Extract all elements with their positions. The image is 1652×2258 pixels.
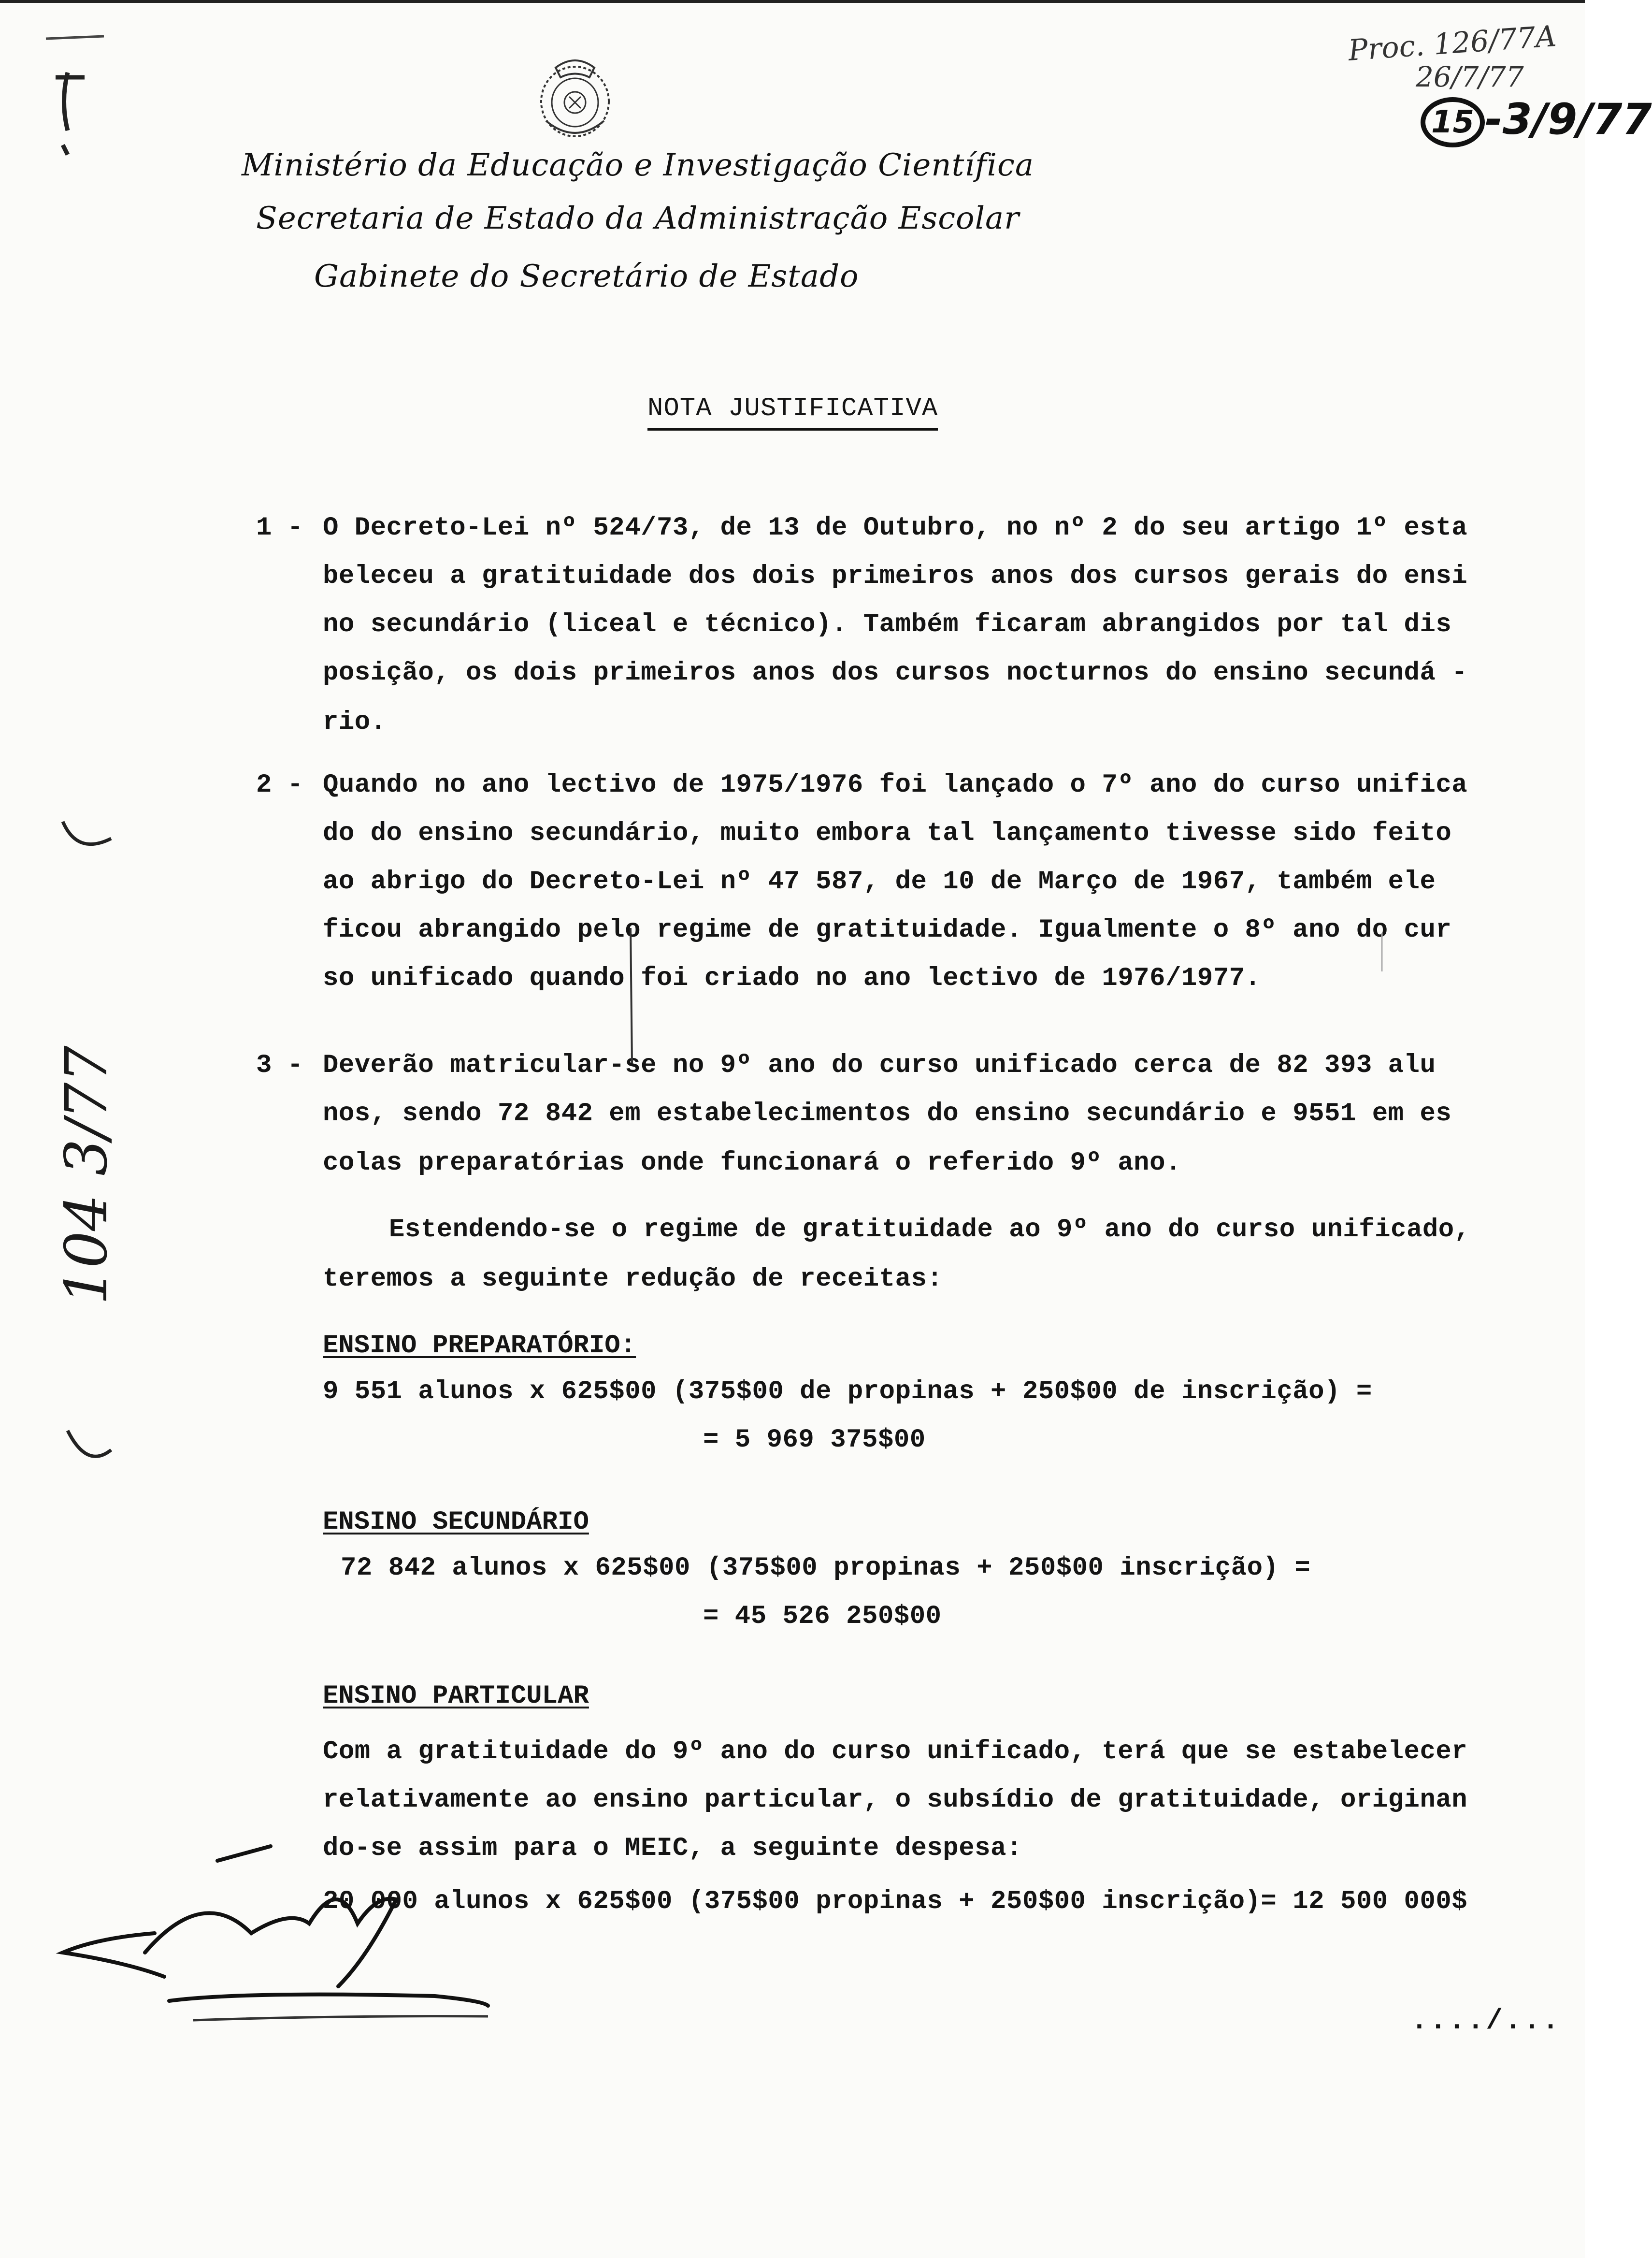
item-2-number: 2 - <box>256 770 303 800</box>
signature-mark <box>63 1846 488 2006</box>
circled-number: 15 <box>1421 97 1485 147</box>
particular-line-3: do-se assim para o MEIC, a seguinte despesa: <box>323 1834 1022 1863</box>
margin-dash-mark <box>46 36 104 39</box>
particular-line-4: 20 000 alunos x 625$00 (375$00 propinas + 250$00 inscrição)= 12 500 000$ <box>323 1887 1468 1916</box>
item-3-line-3: colas preparatórias onde funcionará o referido 9º ano. <box>323 1148 1181 1178</box>
section-heading-preparatorio: ENSINO PREPARATÓRIO: <box>323 1331 636 1361</box>
stray-vertical-stroke <box>631 928 632 1063</box>
handwritten-process-ref: Proc. 126/77A <box>1347 19 1558 68</box>
item-1-line-1: O Decreto-Lei nº 524/73, de 13 de Outubro, no nº 2 do seu artigo 1º esta <box>323 513 1468 543</box>
paragraph-line-2: teremos a seguinte redução de receitas: <box>323 1264 943 1294</box>
item-1-line-2: beleceu a gratituidade dos dois primeiros anos dos cursos gerais do ensi <box>323 562 1468 591</box>
margin-arc-top <box>63 822 111 844</box>
margin-cross-mark <box>56 72 85 155</box>
document-title: NOTA JUSTIFICATIVA <box>647 394 938 431</box>
item-2-line-5: so unificado quando foi criado no ano lectivo de 1976/1977. <box>323 964 1261 993</box>
margin-handwritten-number: 104 3/77 <box>53 1045 120 1305</box>
item-3-line-2: nos, sendo 72 842 em estabelecimentos do ensino secundário e 9551 em es <box>323 1099 1452 1129</box>
section-heading-secundario: ENSINO SECUNDÁRIO <box>323 1507 589 1537</box>
item-2-line-3: ao abrigo do Decreto-Lei nº 47 587, de 10 de Março de 1967, também ele <box>323 867 1436 897</box>
reference-suffix: -3/9/77 <box>1485 94 1652 144</box>
signature-underline <box>193 2016 488 2020</box>
letterhead-ministry: Ministério da Educação e Investigação Científica <box>242 147 1034 183</box>
section-heading-particular: ENSINO PARTICULAR <box>323 1681 589 1711</box>
item-1-line-4: posição, os dois primeiros anos dos cursos nocturnos do ensino secundá - <box>323 658 1468 688</box>
particular-line-2: relativamente ao ensino particular, o subsídio de gratituidade, originan <box>323 1785 1468 1815</box>
margin-arc-bottom <box>68 1431 111 1456</box>
item-1-line-5: rio. <box>323 708 387 737</box>
item-2-line-4: ficou abrangido pelo regime de gratituidade. Igualmente o 8º ano do cur <box>323 915 1452 945</box>
letterhead-secretariat: Secretaria de Estado da Administração Escolar <box>256 201 1020 236</box>
letterhead-cabinet: Gabinete do Secretário de Estado <box>314 259 859 294</box>
continuation-marker: ..../... <box>1411 2006 1561 2037</box>
preparatorio-calculation: 9 551 alunos x 625$00 (375$00 de propinas + 250$00 de inscrição) = <box>323 1377 1372 1406</box>
particular-line-1: Com a gratituidade do 9º ano do curso unificado, terá que se estabelecer <box>323 1737 1468 1766</box>
item-3-line-1: Deverão matricular-se no 9º ano do curso unificado cerca de 82 393 alu <box>323 1051 1436 1080</box>
secundario-calculation: 72 842 alunos x 625$00 (375$00 propinas + 250$00 inscrição) = <box>341 1553 1311 1583</box>
handwritten-date: 26/7/77 <box>1416 60 1524 93</box>
item-1-line-3: no secundário (liceal e técnico). Também ficaram abrangidos por tal dis <box>323 610 1452 639</box>
preparatorio-total: = 5 969 375$00 <box>703 1425 926 1455</box>
item-1-number: 1 - <box>256 513 303 543</box>
item-2-line-2: do do ensino secundário, muito embora tal lançamento tivesse sido feito <box>323 819 1452 848</box>
paragraph-line-1: Estendendo-se o regime de gratituidade ao 9º ano do curso unificado, <box>389 1215 1470 1245</box>
item-2-line-1: Quando no ano lectivo de 1975/1976 foi lançado o 7º ano do curso unifica <box>323 770 1468 800</box>
item-3-number: 3 - <box>256 1051 303 1080</box>
secundario-total: = 45 526 250$00 <box>703 1602 942 1631</box>
